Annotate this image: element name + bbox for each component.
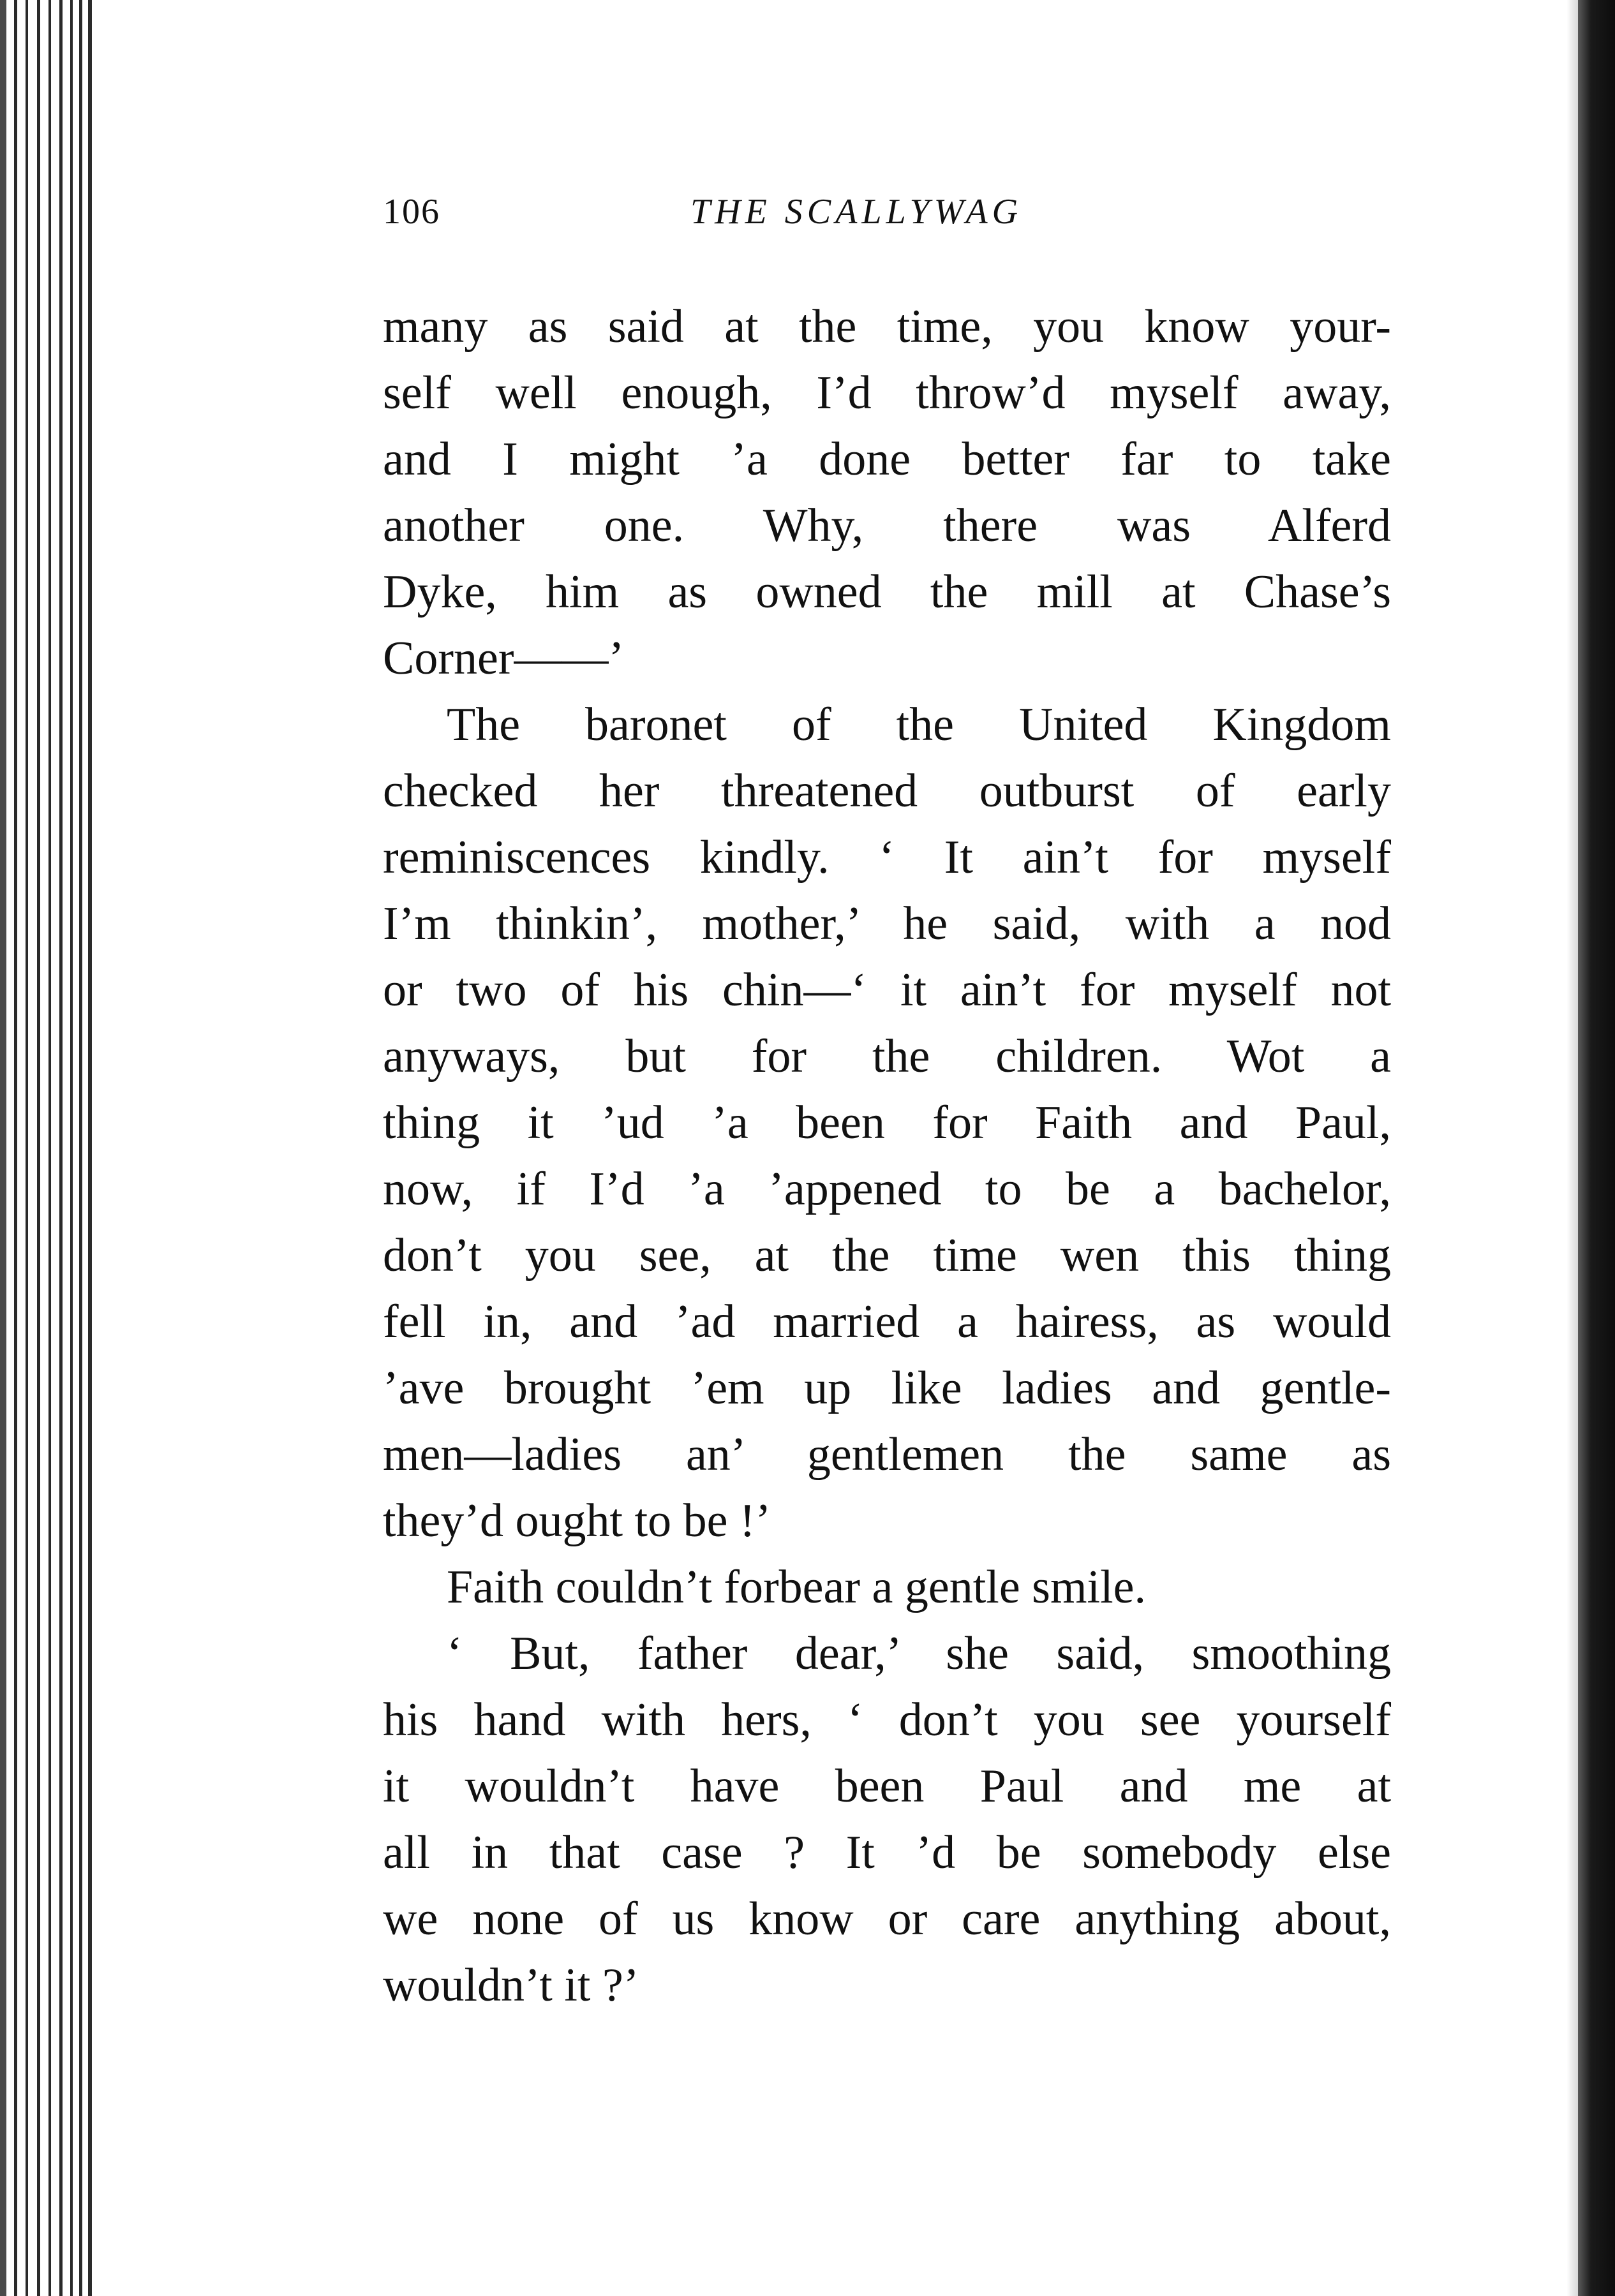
text-line: ‘ But, father dear,’ she said, smoothing: [447, 1627, 1391, 1680]
text-line: anyways, but for the children. Wot a: [383, 1030, 1391, 1083]
text-line: don’t you see, at the time wen this thing: [383, 1229, 1391, 1282]
text-line: it wouldn’t have been Paul and me at: [383, 1760, 1391, 1812]
text-line: and I might ’a done better far to take: [383, 433, 1391, 485]
page-gutter-shadow: [1567, 0, 1578, 2296]
book-page-edges: [0, 0, 96, 2296]
text-line: ’ave brought ’em up like ladies and gentle-: [383, 1362, 1391, 1414]
text-line: self well enough, I’d throw’d myself away,: [383, 367, 1391, 419]
text-line: or two of his chin—‘ it ain’t for myself not: [383, 964, 1391, 1016]
text-line: many as said at the time, you know your-: [383, 300, 1391, 353]
text-line: Corner——’: [383, 632, 625, 685]
book-page: [383, 191, 1391, 2018]
body-text: [383, 293, 1391, 2018]
text-line: his hand with hers, ‘ don’t you see yourself: [383, 1694, 1391, 1746]
running-title: THE SCALLYWAG: [690, 192, 1023, 232]
text-line: now, if I’d ’a ’appened to be a bachelor,: [383, 1163, 1391, 1215]
text-line: thing it ’ud ’a been for Faith and Paul,: [383, 1097, 1391, 1149]
book-binding-edge: [1578, 0, 1615, 2296]
text-line: men—ladies an’ gentlemen the same as: [383, 1428, 1391, 1481]
text-line: Dyke, him as owned the mill at Chase’s: [383, 566, 1391, 618]
text-line: Faith couldn’t forbear a gentle smile.: [447, 1561, 1146, 1613]
text-line: another one. Why, there was Alferd: [383, 500, 1391, 552]
text-line: we none of us know or care anything about,: [383, 1893, 1391, 1945]
text-line: I’m thinkin’, mother,’ he said, with a nod: [383, 898, 1391, 950]
text-line: The baronet of the United Kingdom: [447, 699, 1391, 751]
text-line: reminiscences kindly. ‘ It ain’t for myself: [383, 831, 1391, 884]
page-number: 106: [383, 192, 440, 232]
running-head: [383, 191, 1391, 249]
text-line: all in that case ? It ’d be somebody else: [383, 1826, 1391, 1879]
text-line: fell in, and ’ad married a hairess, as would: [383, 1296, 1391, 1348]
text-line: wouldn’t it ?’: [383, 1959, 639, 2011]
text-line: they’d ought to be !’: [383, 1495, 771, 1547]
text-line: checked her threatened outburst of early: [383, 765, 1391, 817]
